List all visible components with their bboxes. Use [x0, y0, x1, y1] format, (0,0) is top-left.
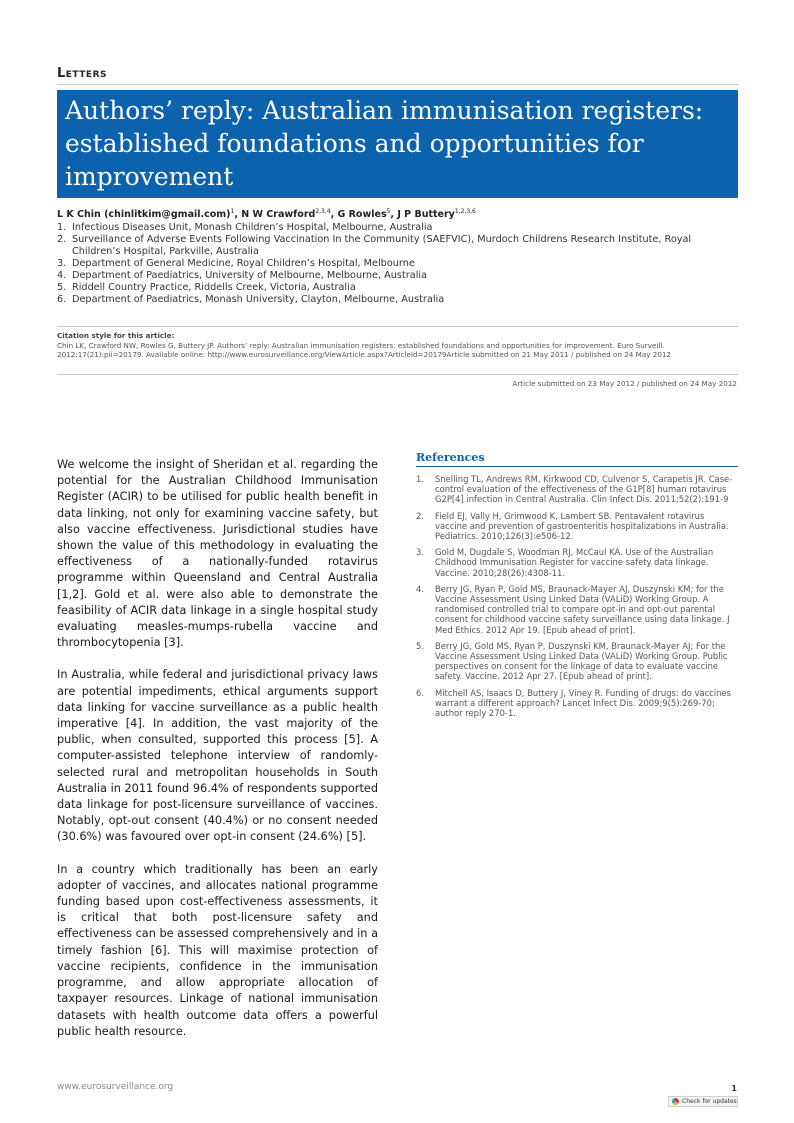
author-separator: ,	[234, 209, 242, 221]
reference-item	[416, 511, 738, 542]
author-affiliation-marker: 1,2,3,6	[454, 208, 476, 215]
author-name: J P Buttery	[397, 209, 455, 221]
reference-list	[416, 474, 738, 724]
article-body	[57, 457, 378, 1056]
reference-number: 6.	[416, 687, 424, 698]
author-separator: ,	[390, 209, 398, 221]
crossmark-icon	[672, 1098, 679, 1105]
reference-text: Mitchell AS, Isaacs D, Buttery J, Viney R. Funding of drugs: do vaccines warrant a different approach? Lancet Infect Dis. 2009;9(5):269-70; author reply 270-1.	[435, 687, 731, 719]
affiliation-number: 5.	[57, 282, 67, 293]
reference-item	[416, 474, 738, 505]
reference-item	[416, 584, 738, 635]
author-affiliation-marker: 2,3,4	[315, 208, 331, 215]
affiliation-item	[57, 282, 737, 294]
article-title: Authors’ reply: Australian immunisation registers: established foundations and opportunities for improvement	[65, 96, 704, 191]
author-name: G Rowles	[337, 209, 387, 221]
reference-item	[416, 688, 738, 719]
section-rule	[57, 84, 738, 85]
submitted-rule	[57, 374, 738, 375]
citation-text: Chin LK, Crawford NW, Rowles G, Buttery JP. Authors’ reply: Australian immunisation registers: established foundations and opportunities for improvement. Euro Surveill. 2012;17(21):pii=20179. Available online: http://www.eurosurveillance.org/ViewArticle.aspx?ArticleId=20179Article submitted on 21 May 2011 / published on 24 May 2012	[57, 340, 672, 359]
submission-dates: Article submitted on 23 May 2012 / published on 24 May 2012	[512, 379, 737, 388]
reference-text: Berry JG, Gold MS, Ryan P, Duszynski KM, Braunack-Mayer AJ; For the Vaccine Assessment Using Linked Data (VALiD) Working Group. Public perspectives on consent for the linkage of data to evaluate vaccine safety. Vaccine. 2012 Apr 27. [Epub ahead of print].	[435, 640, 728, 682]
reference-number: 1.	[416, 474, 424, 484]
body-paragraph: We welcome the insight of Sheridan et al. regarding the potential for the Australian Childhood Immunisation Register (ACIR) to be utilised for public health benefit in data linking, not only for examining vaccine safety, but also vaccine effectiveness. Jurisdictional studies have shown the value of this methodology in evaluating the effectiveness of a nationally-funded rotavirus programme within Queensland and Central Australia [1,2]. Gold et al. were also able to demonstrate the feasibility of ACIR data linkage in a single hospital study evaluating measles-mumps-rubella vaccine and thrombocytopenia [3].	[57, 458, 378, 650]
affiliation-number: 6.	[57, 294, 67, 305]
affiliation-number: 2.	[57, 234, 67, 245]
author-list	[57, 208, 476, 220]
affiliation-item	[57, 258, 737, 270]
check-for-updates-button[interactable]	[668, 1096, 738, 1107]
author-name: L K Chin (chinlitkim@gmail.com)	[57, 209, 231, 221]
section-label: Letters	[57, 66, 107, 81]
reference-text: Gold M, Dugdale S, Woodman RJ, McCaul KA. Use of the Australian Childhood Immunisation Register for vaccine safety data linkage. Vaccine. 2010;28(26):4308-11.	[435, 547, 714, 578]
reference-item	[416, 641, 738, 682]
reference-number: 3.	[416, 547, 424, 558]
affiliation-number: 1.	[57, 222, 67, 233]
affiliation-number: 4.	[57, 270, 67, 281]
body-paragraph: In a country which traditionally has been an early adopter of vaccines, and allocates national programme funding based upon cost-effectiveness assessments, it is critical that both post-licensure safety and effectiveness can be assessed comprehensively and in a timely fashion [6]. This will maximise protection of vaccine recipients, confidence in the immunisation programme, and allow appropriate allocation of taxpayer resources. Linkage of national immunisation datasets with health outcome data offers a powerful public health resource.	[57, 862, 378, 1038]
author-affiliation-marker: 1	[230, 208, 235, 215]
author-separator: ,	[330, 209, 338, 221]
affiliation-item	[57, 270, 737, 282]
reference-text: Snelling TL, Andrews RM, Kirkwood CD, Culvenor S, Carapetis JR. Case-control evaluation of the effectiveness of the G1P[8] human rotavirus G2P[4] infection in Central Australia. Clin Infect Dis. 2011;52(2):191-9	[435, 474, 733, 505]
affiliation-text: Infectious Diseases Unit, Monash Children’s Hospital, Melbourne, Australia	[72, 222, 433, 233]
affiliation-list	[57, 222, 737, 306]
footer-url[interactable]: www.eurosurveillance.org	[57, 1082, 174, 1092]
author-affiliation-marker: 5	[386, 208, 391, 215]
body-paragraph: In Australia, while federal and jurisdictional privacy laws are potential impediments, ethical arguments support data linking for vaccine surveillance as a public health imperative [4]. In addition, the vast majority of the public, when consulted, supported this process [5]. A computer-assisted telephone interview of randomly-selected rural and metropolitan households in South Australia in 2011 found 96.4% of respondents supported data linkage for post-licensure surveillance of vaccines. Notably, opt-out consent (40.4%) or no consent needed (30.6%) was favoured over opt-in consent (24.6%) [5].	[57, 668, 378, 844]
affiliation-text: Department of Paediatrics, University of Melbourne, Melbourne, Australia	[72, 270, 428, 281]
check-for-updates-label: Check for updates	[682, 1098, 737, 1105]
references-rule	[416, 466, 738, 467]
references-heading: References	[416, 451, 485, 464]
affiliation-text: Surveillance of Adverse Events Following Vaccination In the Community (SAEFVIC), Murdoch Childrens Research Institute, Royal Children’s Hospital, Parkville, Australia	[72, 234, 692, 257]
affiliation-item	[57, 222, 737, 234]
citation-rule	[57, 326, 738, 327]
citation-label: Citation style for this article:	[57, 331, 175, 340]
affiliation-number: 3.	[57, 258, 67, 269]
affiliation-item	[57, 294, 737, 306]
author-name: N W Crawford	[241, 209, 316, 221]
reference-number: 4.	[416, 583, 424, 594]
citation-block	[57, 331, 739, 360]
reference-number: 2.	[416, 510, 424, 521]
title-banner	[57, 90, 738, 198]
reference-text: Field EJ, Vally H, Grimwood K, Lambert SB. Pentavalent rotavirus vaccine and prevention of gastroenteritis hospitalizations in Australia. Pediatrics. 2010;126(3):e506-12.	[435, 510, 729, 542]
reference-number: 5.	[416, 640, 424, 651]
affiliation-text: Riddell Country Practice, Riddells Creek, Victoria, Australia	[72, 282, 356, 293]
page-number: 1	[731, 1084, 737, 1093]
affiliation-text: Department of General Medicine, Royal Children’s Hospital, Melbourne	[72, 258, 415, 269]
affiliation-item	[57, 234, 737, 258]
affiliation-text: Department of Paediatrics, Monash University, Clayton, Melbourne, Australia	[72, 294, 445, 305]
reference-item	[416, 547, 738, 578]
reference-text: Berry JG, Ryan P, Gold MS, Braunack-Mayer AJ, Duszynski KM; for the Vaccine Assessment Using Linked Data (VALiD) Working Group. A randomised controlled trial to compare opt-in and opt-out parental consent for childhood vaccine safety surveillance using data linkage. J Med Ethics. 2012 Apr 19. [Epub ahead of print].	[435, 583, 730, 635]
